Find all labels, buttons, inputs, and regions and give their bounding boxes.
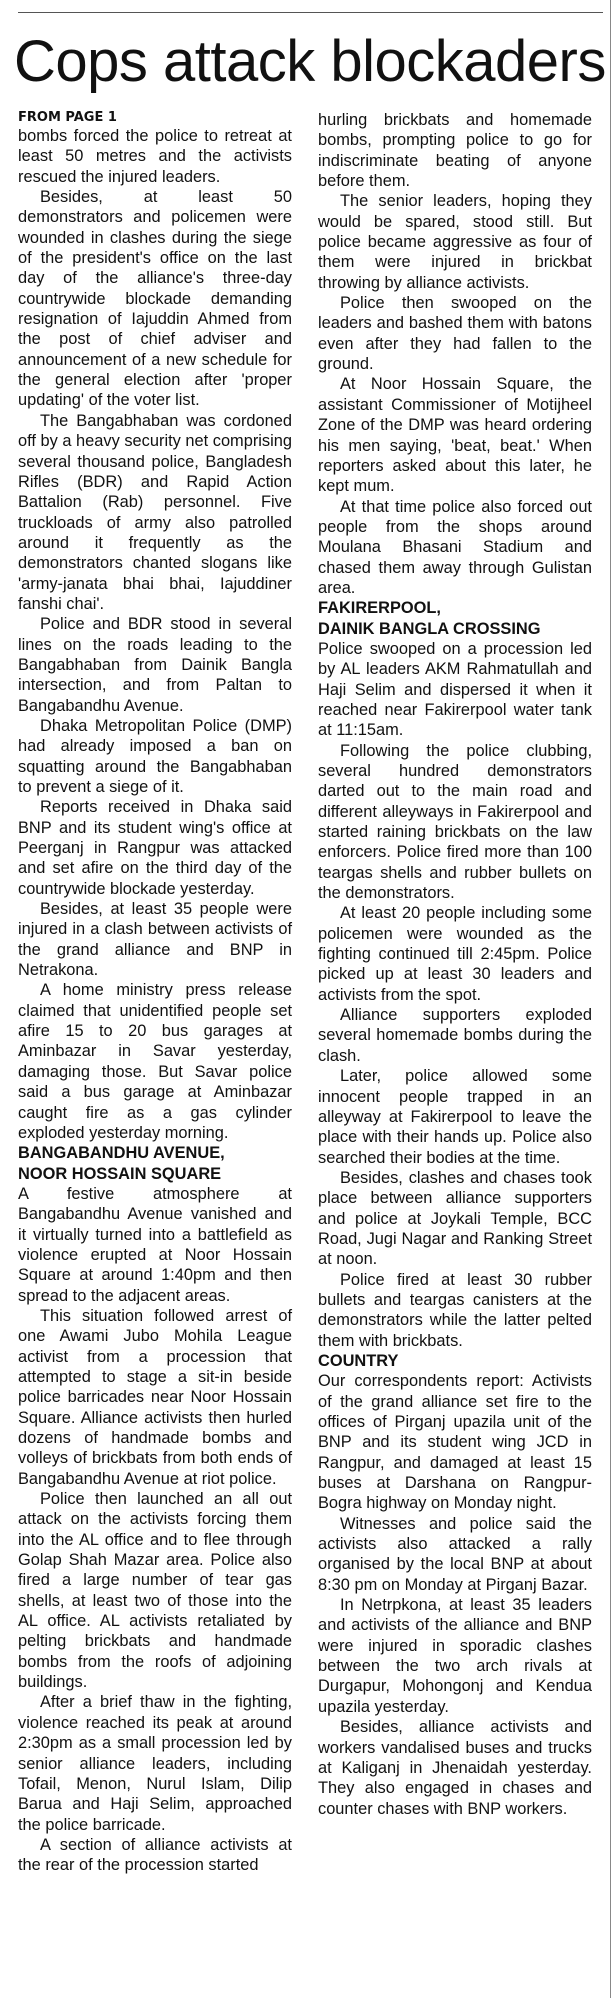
paragraph: This situation followed arrest of one Awami Jubo Mohila League activist from a procession that attempted to stage a sit-in beside police barricades near Noor Hossain Square. Alliance activists then hurled dozens of handmade bombs and volleys of brickbats from both ends of Bangabandhu Avenue at riot police. [18,1306,292,1488]
paragraph: Following the police clubbing, several hundred demonstrators darted out to the main road and different alleyways in Fakirerpool and started raining brickbats on the law enforcers. Police fired more than 100 teargas shells and rubber bullets on the demonstrators. [318,741,592,903]
paragraph: Police and BDR stood in several lines on the roads leading to the Bangabhaban from Dainik Bangla intersection, and from Paltan to Bangabandhu Avenue. [18,615,292,715]
subhead: DAINIK BANGLA CROSSING [318,619,541,638]
top-rule [18,12,603,13]
paragraph: Dhaka Metropolitan Police (DMP) had already imposed a ban on squatting around the Bangabhaban to prevent a siege of it. [18,716,292,796]
subhead: FAKIRERPOOL, [318,599,441,618]
paragraph: A section of alliance activists at the rear of the procession started [18,1835,292,1875]
paragraph: Witnesses and police said the activists also attacked a rally organised by the local BNP at about 8:30 pm on Monday at Pirganj Bazar. [318,1514,592,1594]
paragraph: Reports received in Dhaka said BNP and its student wing's office at Peerganj in Rangpur was attacked and set afire on the third day of the countrywide blockade yesterday. [18,798,292,898]
paragraph: In Netrpkona, at least 35 leaders and activists of the alliance and BNP were injured in sporadic clashes between the two arch rivals at Durgapur, Mohongonj and Kendua upazila yesterday. [318,1596,592,1716]
subhead: NOOR HOSSAIN SQUARE [18,1164,222,1183]
paragraph: At Noor Hossain Square, the assistant Commissioner of Motijheel Zone of the DMP was heard ordering his men saying, 'beat, beat.' When reporters asked about this later, he kept mum. [318,375,592,496]
subhead: COUNTRY [318,1351,399,1370]
paragraph: A festive atmosphere at Bangabandhu Avenue vanished and it virtually turned into a battlefield as violence erupted at Noor Hossain Square at around 1:40pm and then spread to the adjacent areas. [18,1184,292,1305]
paragraph: Besides, at least 50 demonstrators and policemen were wounded in clashes during the siege of the president's office on the last day of the alliance's three-day countrywide blockade demanding resignation of Iajuddin Ahmed from the post of chief adviser and announcement of a new schedule for the general election after 'proper updating' of the voter list. [18,188,292,410]
paragraph: bombs forced the police to retreat at least 50 metres and the activists rescued the injured leaders. [18,127,292,186]
paragraph: At that time police also forced out people from the shops around Moulana Bhasani Stadium and chased them away through Gulistan area. [318,497,592,597]
paragraph: At least 20 people including some policemen were wounded as the fighting continued till 2:45pm. Police picked up at least 30 leaders and activists from the spot. [318,904,592,1004]
paragraph: Police swooped on a procession led by AL leaders AKM Rahmatullah and Haji Selim and dispersed it when it reached near Fakirerpool water tank at 11:15am. [318,639,592,740]
paragraph: Police then swooped on the leaders and bashed them with batons even after they had fallen to the ground. [318,294,592,374]
paragraph: The senior leaders, hoping they would be spared, stood still. But police became aggressive as four of them were injured in brickbat throwing by alliance activists. [318,192,592,292]
paragraph: Besides, clashes and chases took place between alliance supporters and police at Joykali Temple, BCC Road, Jugi Nagar and Ranking Street at noon. [318,1168,592,1269]
paragraph: Later, police allowed some innocent people trapped in an alleyway at Fakirerpool to leave the place with their hands up. Police also searched their bodies at the time. [318,1067,592,1167]
headline: Cops attack blockaders [14,29,606,94]
paragraph: Besides, at least 35 people were injured in a clash between activists of the grand alliance and BNP in Netrakona. [18,900,292,980]
subhead: BANGABANDHU AVENUE, [18,1144,225,1163]
paragraph: Police fired at least 30 rubber bullets and teargas canisters at the demonstrators while the latter pelted them with brickbats. [318,1270,592,1350]
article-column-left [18,110,292,1876]
paragraph: Alliance supporters exploded several homemade bombs during the clash. [318,1006,592,1065]
column-rule [610,0,611,1998]
paragraph: The Bangabhaban was cordoned off by a heavy security net comprising several thousand police, Bangladesh Rifles (BDR) and Rapid Action Battalion (Rab) personnel. Five truckloads of army also patrolled around it frequently as the demonstrators chanted slogans like 'army-janata bhai bhai, Iajuddiner fanshi chai'. [18,411,292,613]
paragraph: hurling brickbats and homemade bombs, prompting police to go for indiscriminate beating of anyone before them. [318,111,592,191]
paragraph: After a brief thaw in the fighting, violence reached its peak at around 2:30pm as a small procession led by senior alliance leaders, including Tofail, Menon, Nurul Islam, Dilip Barua and Haji Selim, approached the police barricade. [18,1693,292,1834]
paragraph: A home ministry press release claimed that unidentified people set afire 15 to 20 bus garages at Aminbazar in Savar yesterday, damaging those. But Savar police said a bus garage at Aminbazar caught fire as a gas cylinder exploded yesterday morning. [18,981,292,1142]
paragraph: Police then launched an all out attack on the activists forcing them into the AL office and to flee through Golap Shah Mazar area. Police also fired a large number of tear gas shells, at least two of those into the AL office. AL activists retaliated by pelting brickbats and handmade bombs from the roofs of adjoining buildings. [18,1490,292,1692]
paragraph: Besides, alliance activists and workers vandalised buses and trucks at Kaliganj in Jhenaidah yesterday. They also engaged in chases and counter chases with BNP workers. [318,1718,592,1818]
paragraph: Our correspondents report: Activists of the grand alliance set fire to the offices of Pirganj upazila unit of the BNP and its student wing JCD in Rangpur, and damaged at least 15 buses at Darshana on Rangpur-Bogra highway on Monday night. [318,1372,592,1513]
kicker: FROM PAGE 1 [18,110,117,125]
article-column-right [318,110,592,1819]
